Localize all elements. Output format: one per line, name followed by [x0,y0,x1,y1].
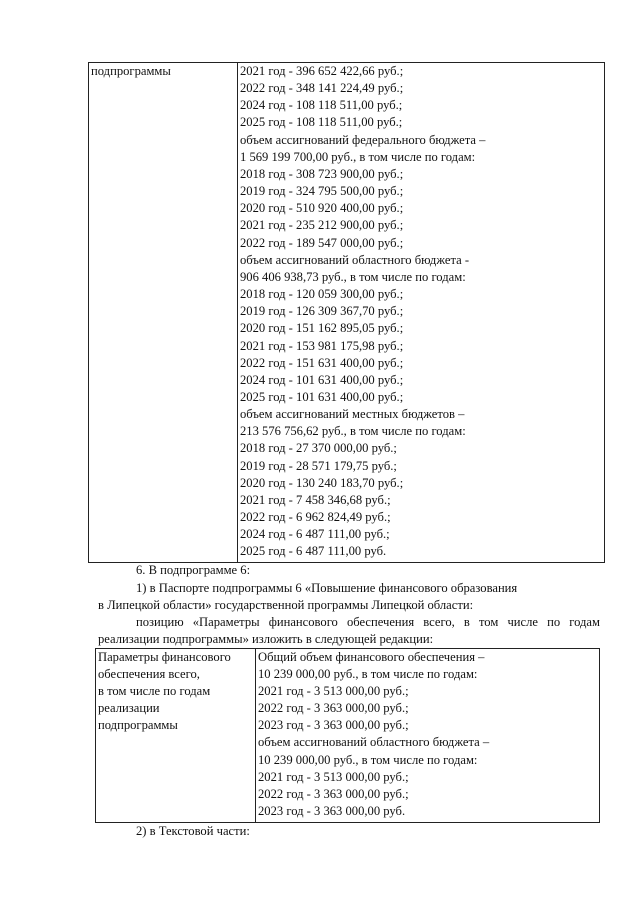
funding-line: 2020 год - 510 920 400,00 руб.; [240,201,404,216]
label-line: подпрограммы [98,718,178,733]
funding-line: 10 239 000,00 руб., в том числе по годам: [258,667,478,682]
table-row [96,649,600,823]
section-heading: 6. В подпрограмме 6: [136,563,251,577]
label-line: обеспечения всего, [98,667,200,682]
label-line: реализации [98,701,160,716]
funding-line: Общий объем финансового обеспечения – [258,650,485,664]
funding-line: 2021 год - 153 981 175,98 руб.; [240,338,404,353]
funding-line: 213 576 756,62 руб., в том числе по годам: [240,424,466,439]
funding-line: 2020 год - 151 162 895,05 руб.; [240,321,404,336]
table-cell-label [89,63,238,563]
funding-line: 2021 год - 235 212 900,00 руб.; [240,218,404,233]
funding-line: объем ассигнований областного бюджета – [258,735,490,750]
label-line: Параметры финансового [98,650,231,664]
funding-line: 2024 год - 108 118 511,00 руб.; [240,98,403,113]
funding-line: 2022 год - 3 363 000,00 руб.; [258,701,409,716]
item2-paragraph: 2) в Текстовой части: [136,824,250,838]
subprogram-funding-table-continued [88,62,605,563]
funding-line: 2025 год - 6 487 111,00 руб. [240,544,387,559]
funding-line: 2023 год - 3 363 000,00 руб. [258,803,406,818]
funding-line: 2025 год - 101 631 400,00 руб.; [240,389,404,404]
funding-line: 2019 год - 126 309 367,70 руб.; [240,304,404,319]
funding-line: 2019 год - 324 795 500,00 руб.; [240,184,404,199]
funding-line: 2024 год - 6 487 111,00 руб.; [240,527,390,542]
subprogram6-funding-table [95,648,600,823]
funding-line: объем ассигнований местных бюджетов – [240,407,465,422]
funding-line: 906 406 938,73 руб., в том числе по годам: [240,269,466,284]
funding-line: 2019 год - 28 571 179,75 руб.; [240,458,397,473]
funding-line: 2025 год - 108 118 511,00 руб.; [240,115,403,130]
table-cell-parameter-label [96,649,256,823]
funding-line: 2021 год - 396 652 422,66 руб.; [240,64,404,78]
table-cell-funding-values [256,649,600,823]
funding-line: 2018 год - 308 723 900,00 руб.; [240,166,404,181]
funding-line: 2022 год - 6 962 824,49 руб.; [240,510,391,525]
funding-line: 2020 год - 130 240 183,70 руб.; [240,475,404,490]
funding-line: объем ассигнований областного бюджета - [240,252,470,267]
funding-line: 2023 год - 3 363 000,00 руб.; [258,718,409,733]
funding-line: 2022 год - 3 363 000,00 руб.; [258,786,409,801]
funding-line: 10 239 000,00 руб., в том числе по годам: [258,752,478,767]
funding-line: 2022 год - 348 141 224,49 руб.; [240,81,404,96]
funding-line: 2021 год - 3 513 000,00 руб.; [258,684,409,699]
funding-line: 2018 год - 27 370 000,00 руб.; [240,441,397,456]
item1-paragraph-continuation: в Липецкой области» государственной программы Липецкой области: [98,598,474,612]
cell-text: подпрограммы [91,64,171,78]
label-line: в том числе по годам [98,684,211,699]
funding-line: 2021 год - 7 458 346,68 руб.; [240,492,391,507]
position-instruction-paragraph: позицию «Параметры финансового обеспечения всего, в том числе по годам реализации подпрограммы» изложить в следующей редакции: [98,615,600,647]
table-row [89,63,605,563]
funding-line: 2022 год - 189 547 000,00 руб.; [240,235,404,250]
funding-line: объем ассигнований федерального бюджета – [240,132,486,147]
item1-paragraph: 1) в Паспорте подпрограммы 6 «Повышение финансового образования [136,581,518,595]
table-cell-funding-values [238,63,605,563]
funding-line: 1 569 199 700,00 руб., в том числе по годам: [240,149,476,164]
funding-line: 2018 год - 120 059 300,00 руб.; [240,287,404,302]
funding-line: 2024 год - 101 631 400,00 руб.; [240,372,404,387]
funding-line: 2022 год - 151 631 400,00 руб.; [240,355,404,370]
funding-line: 2021 год - 3 513 000,00 руб.; [258,769,409,784]
